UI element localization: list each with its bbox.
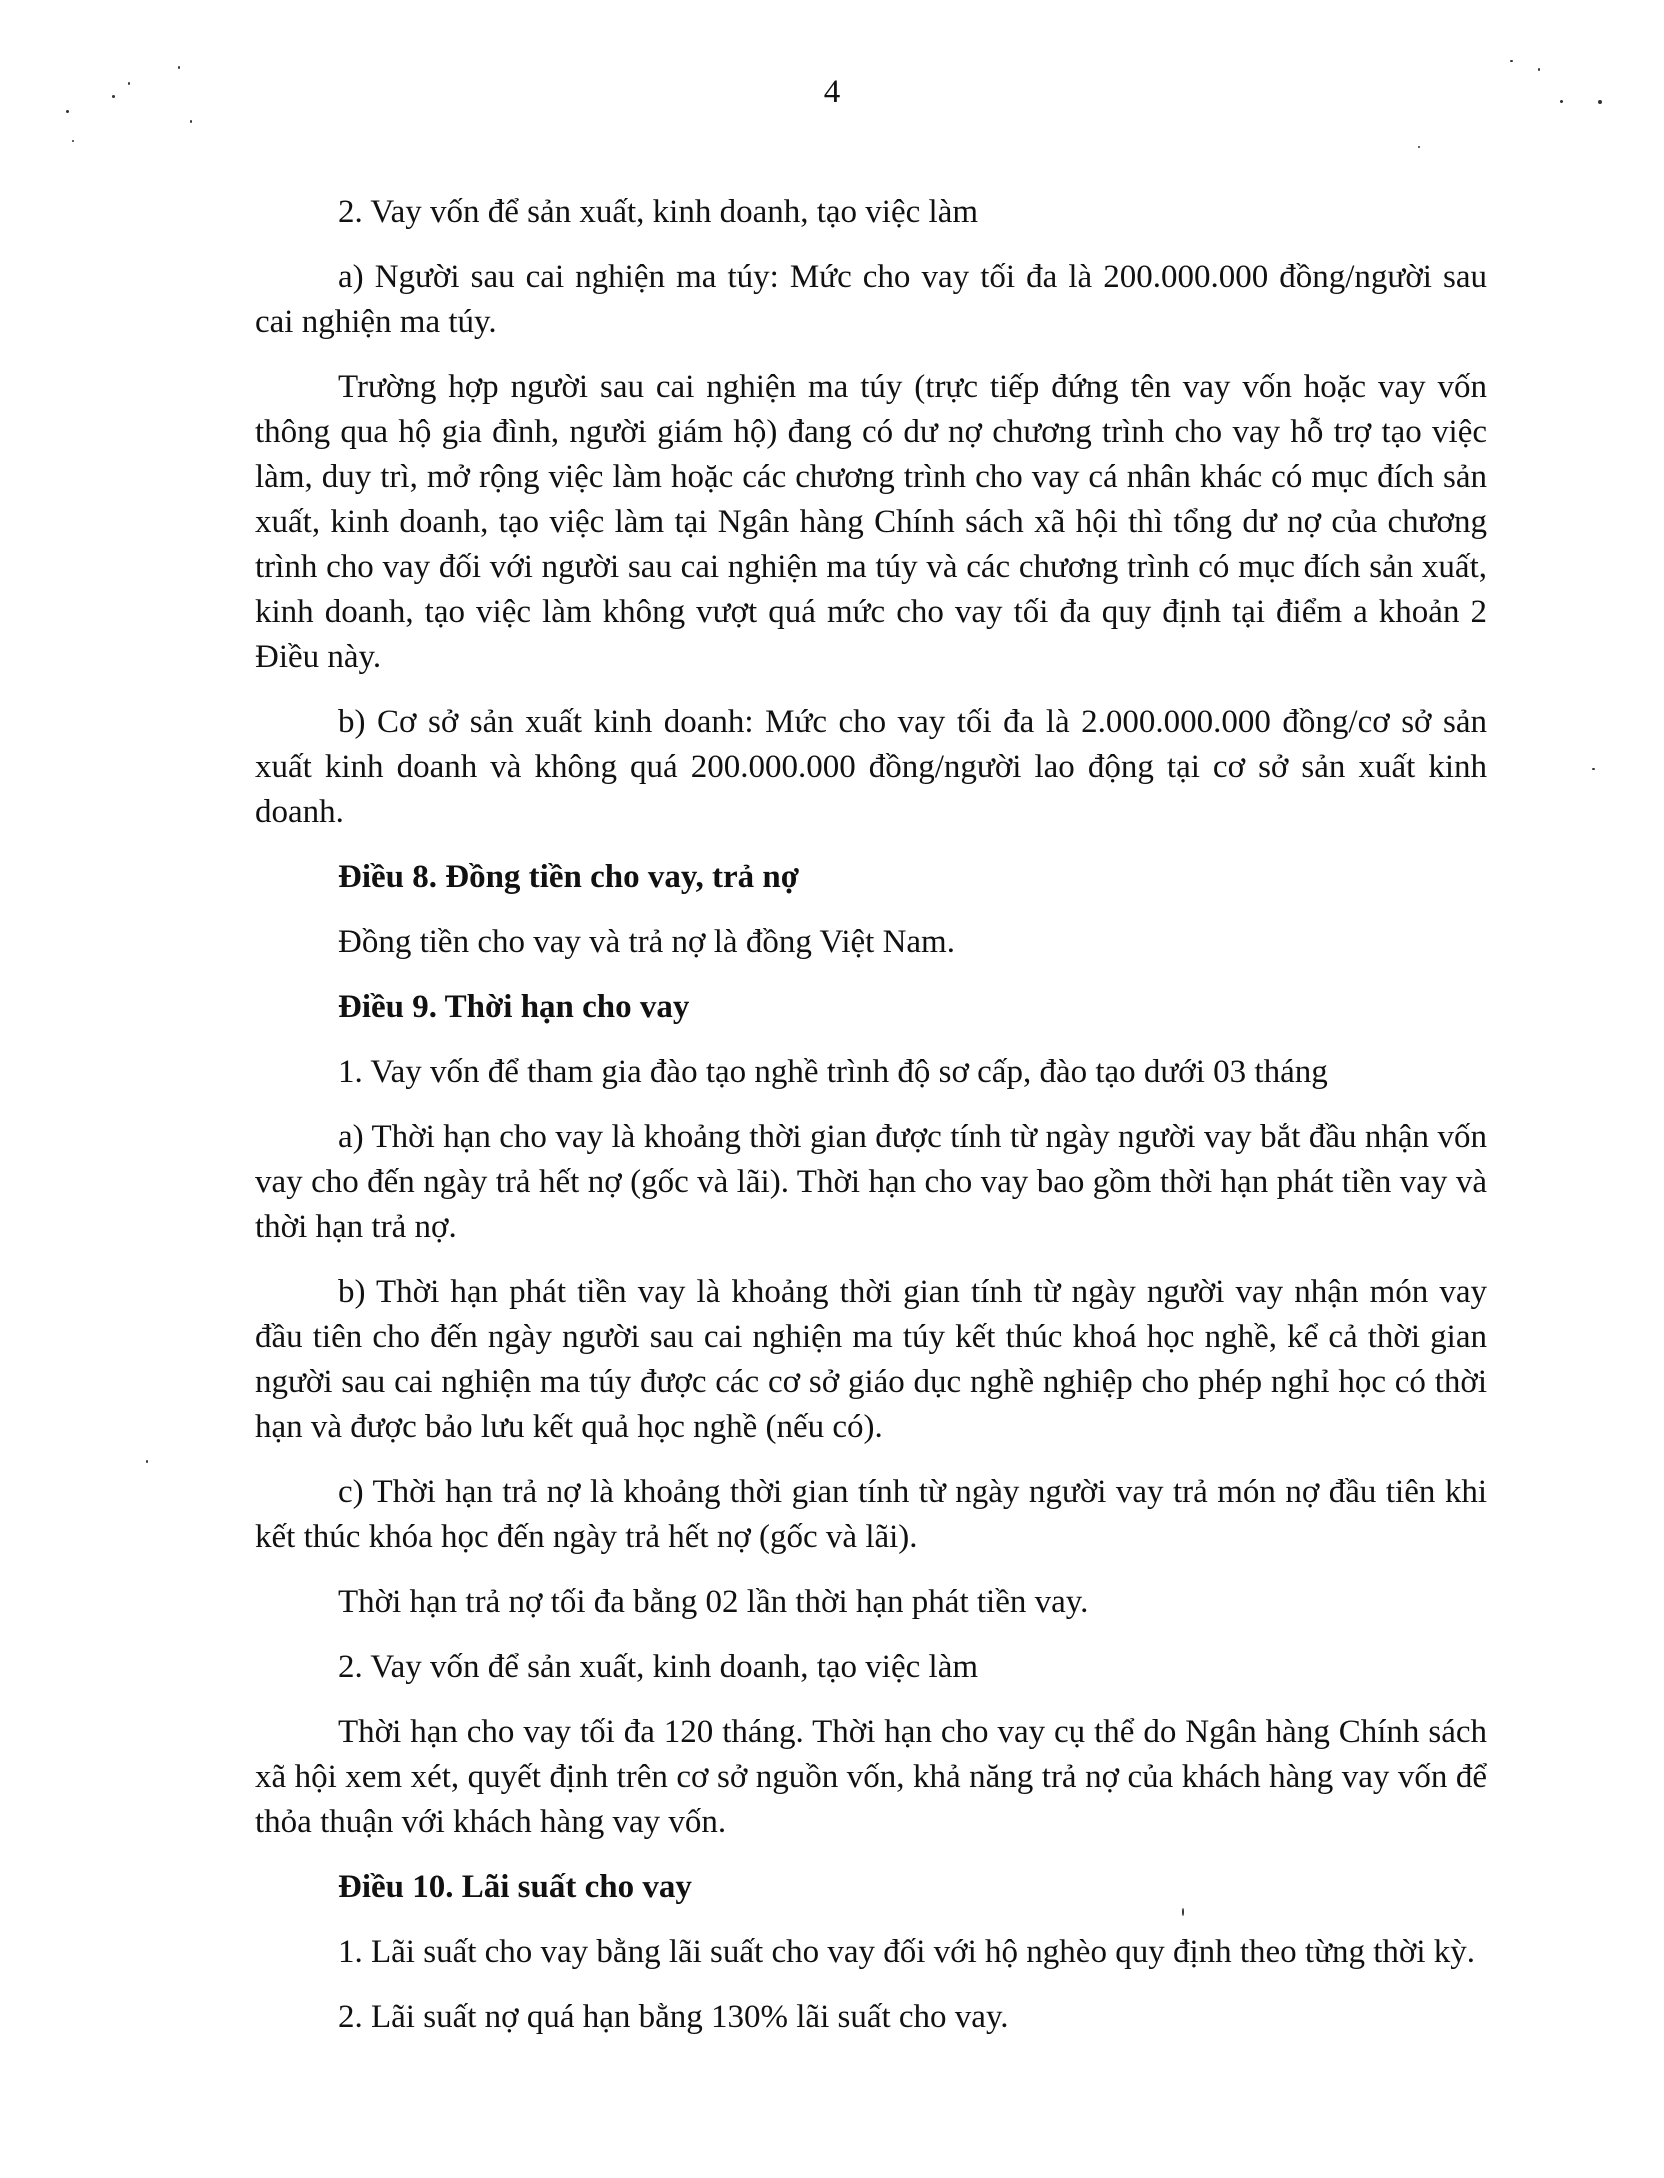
paragraph-tra-no-toi-da: Thời hạn trả nợ tối đa bằng 02 lần thời hạn phát tiền vay. <box>338 1584 1089 1620</box>
page-number: 4 <box>823 74 841 110</box>
paragraph-muc-cho-vay-co-so: b) Cơ sở sản xuất kinh doanh: Mức cho vay tối đa là 2.000.000.000 đồng/cơ sở sản xuất kinh doanh và không quá 200.000.000 đồng/người lao động tại cơ sở sản xuất kinh doanh. <box>255 704 1487 830</box>
paragraph-thoi-han-tra-no: c) Thời hạn trả nợ là khoảng thời gian tính từ ngày người vay trả món nợ đầu tiên khi kết thúc khóa học đến ngày trả hết nợ (gốc và lãi). <box>255 1474 1487 1555</box>
paragraph-vay-von-dao-tao: 1. Vay vốn để tham gia đào tạo nghề trình độ sơ cấp, đào tạo dưới 03 tháng <box>338 1054 1328 1090</box>
heading-dieu-9: Điều 9. Thời hạn cho vay <box>338 989 690 1025</box>
paragraph-vay-von-san-xuat-2: 2. Vay vốn để sản xuất, kinh doanh, tạo việc làm <box>338 1649 979 1685</box>
paragraph-thoi-han-120-thang: Thời hạn cho vay tối đa 120 tháng. Thời hạn cho vay cụ thể do Ngân hàng Chính sách xã hội xem xét, quyết định trên cơ sở nguồn vốn, khả năng trả nợ của khách hàng vay vốn để thỏa thuận với khách hàng vay vốn. <box>255 1714 1487 1840</box>
paragraph-thoi-han-phat-tien: b) Thời hạn phát tiền vay là khoảng thời gian tính từ ngày người vay nhận món vay đầu tiên cho đến ngày người sau cai nghiện ma túy kết thúc khoá học nghề, kể cả thời gian người sau cai nghiện ma túy được các cơ sở giáo dục nghề nghiệp cho phép nghỉ học có thời hạn và được bảo lưu kết quả học nghề (nếu có). <box>255 1274 1487 1445</box>
paragraph-lai-suat-qua-han: 2. Lãi suất nợ quá hạn bằng 130% lãi suất cho vay. <box>338 1999 1009 2035</box>
paragraph-vay-von-san-xuat: 2. Vay vốn để sản xuất, kinh doanh, tạo việc làm <box>338 194 979 230</box>
paragraph-dong-tien: Đồng tiền cho vay và trả nợ là đồng Việt Nam. <box>338 924 955 960</box>
paragraph-truong-hop-du-no: Trường hợp người sau cai nghiện ma túy (trực tiếp đứng tên vay vốn hoặc vay vốn thông qua hộ gia đình, người giám hộ) đang có dư nợ chương trình cho vay hỗ trợ tạo việc làm, duy trì, mở rộng việc làm hoặc các chương trình cho vay cá nhân khác có mục đích sản xuất, kinh doanh, tạo việc làm tại Ngân hàng Chính sách xã hội thì tổng dư nợ của chương trình cho vay đối với người sau cai nghiện ma túy và các chương trình có mục đích sản xuất, kinh doanh, tạo việc làm không vượt quá mức cho vay tối đa quy định tại điểm a khoản 2 Điều này. <box>255 369 1487 675</box>
paragraph-thoi-han-cho-vay: a) Thời hạn cho vay là khoảng thời gian được tính từ ngày người vay bắt đầu nhận vốn vay cho đến ngày trả hết nợ (gốc và lãi). Thời hạn cho vay bao gồm thời hạn phát tiền vay và thời hạn trả nợ. <box>255 1119 1487 1245</box>
paragraph-lai-suat-cho-vay: 1. Lãi suất cho vay bằng lãi suất cho vay đối với hộ nghèo quy định theo từng thời kỳ. <box>338 1934 1476 1970</box>
heading-dieu-10: Điều 10. Lãi suất cho vay <box>338 1869 692 1905</box>
heading-dieu-8: Điều 8. Đồng tiền cho vay, trả nợ <box>338 859 800 895</box>
document-body <box>255 190 1487 2060</box>
paragraph-muc-cho-vay-nguoi: a) Người sau cai nghiện ma túy: Mức cho vay tối đa là 200.000.000 đồng/người sau cai nghiện ma túy. <box>255 259 1487 340</box>
